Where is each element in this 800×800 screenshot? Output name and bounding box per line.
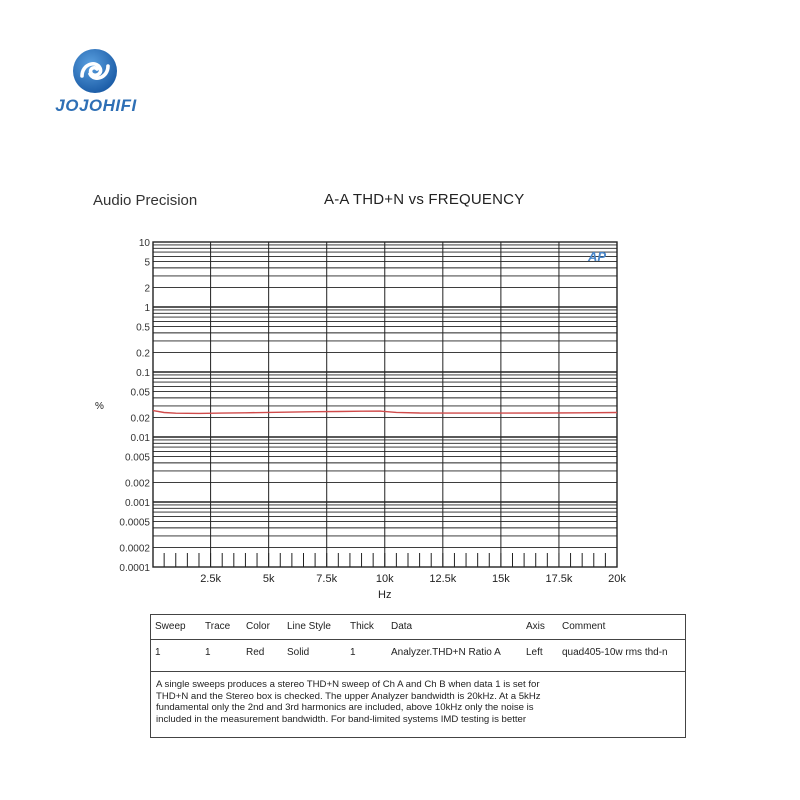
x-tick-label: 10k bbox=[375, 573, 394, 585]
y-axis-label: % bbox=[95, 401, 104, 412]
description-line: THD+N and the Stereo box is checked. The upper Analyzer bandwidth is 20kHz. At a 5kHz bbox=[156, 690, 541, 702]
sweep-description bbox=[156, 679, 682, 725]
y-axis-ticks bbox=[119, 238, 150, 574]
y-tick-label: 0.01 bbox=[130, 433, 150, 444]
x-tick-label: 12.5k bbox=[429, 573, 457, 585]
chart-title: A-A THD+N vs FREQUENCY bbox=[324, 191, 525, 208]
brand-name: JOJOHIFI bbox=[55, 96, 137, 115]
cell-sweep: 1 bbox=[155, 647, 161, 658]
y-tick-label: 0.2 bbox=[136, 348, 150, 360]
cell-thick: 1 bbox=[350, 647, 356, 658]
y-tick-label: 0.5 bbox=[136, 322, 150, 334]
x-tick-label: 17.5k bbox=[545, 573, 573, 585]
table-divider bbox=[151, 671, 685, 672]
y-tick-label: 2 bbox=[144, 283, 150, 295]
header-trace: Trace bbox=[205, 621, 231, 632]
x-axis-ticks bbox=[200, 573, 626, 585]
x-tick-label: 5k bbox=[262, 573, 275, 585]
y-tick-label: 0.002 bbox=[124, 478, 150, 490]
chart-grid bbox=[153, 242, 617, 567]
ap-corner-mark: AP bbox=[588, 249, 607, 264]
y-tick-label: 5 bbox=[144, 257, 150, 269]
cell-line-style: Solid bbox=[287, 647, 310, 658]
y-tick-label: 0.0005 bbox=[119, 517, 150, 529]
audio-precision-label: Audio Precision bbox=[93, 192, 198, 209]
y-tick-label: 0.001 bbox=[124, 498, 150, 509]
description-line: included in the measurement bandwidth. For band-limited systems IMD testing is better bbox=[156, 713, 527, 725]
header-sweep: Sweep bbox=[155, 621, 186, 632]
y-tick-label: 0.02 bbox=[130, 413, 150, 425]
description-line: fundamental only the 2nd and 3rd harmonics are included, above 10kHz only the noise is bbox=[156, 702, 534, 714]
trace-info-table bbox=[150, 614, 686, 738]
y-tick-label: 0.005 bbox=[124, 452, 150, 464]
table-divider bbox=[151, 639, 685, 640]
y-tick-label: 0.0002 bbox=[119, 543, 150, 555]
x-tick-label: 20k bbox=[608, 573, 626, 585]
cell-trace: 1 bbox=[205, 647, 211, 658]
y-tick-label: 10 bbox=[138, 238, 150, 249]
header-color: Color bbox=[246, 621, 270, 632]
header-data: Data bbox=[391, 621, 413, 632]
header-axis: Axis bbox=[526, 621, 545, 632]
description-line: A single sweeps produces a stereo THD+N sweep of Ch A and Ch B when data 1 is set for bbox=[156, 679, 540, 690]
cell-axis: Left bbox=[526, 647, 543, 658]
y-tick-label: 0.0001 bbox=[119, 563, 150, 574]
y-tick-label: 1 bbox=[144, 303, 150, 314]
y-tick-label: 0.05 bbox=[130, 387, 150, 399]
header-comment: Comment bbox=[562, 621, 606, 632]
x-axis-label: Hz bbox=[378, 589, 392, 601]
y-tick-label: 0.1 bbox=[136, 368, 150, 379]
header-thick: Thick bbox=[350, 621, 374, 632]
cell-color: Red bbox=[246, 647, 265, 658]
header-line-style: Line Style bbox=[287, 621, 331, 632]
cell-data: Analyzer.THD+N Ratio A bbox=[391, 647, 501, 658]
x-tick-label: 2.5k bbox=[200, 573, 221, 585]
x-tick-label: 7.5k bbox=[316, 573, 338, 585]
x-tick-label: 15k bbox=[492, 573, 510, 585]
cell-comment: quad405-10w rms thd-n bbox=[562, 647, 668, 658]
